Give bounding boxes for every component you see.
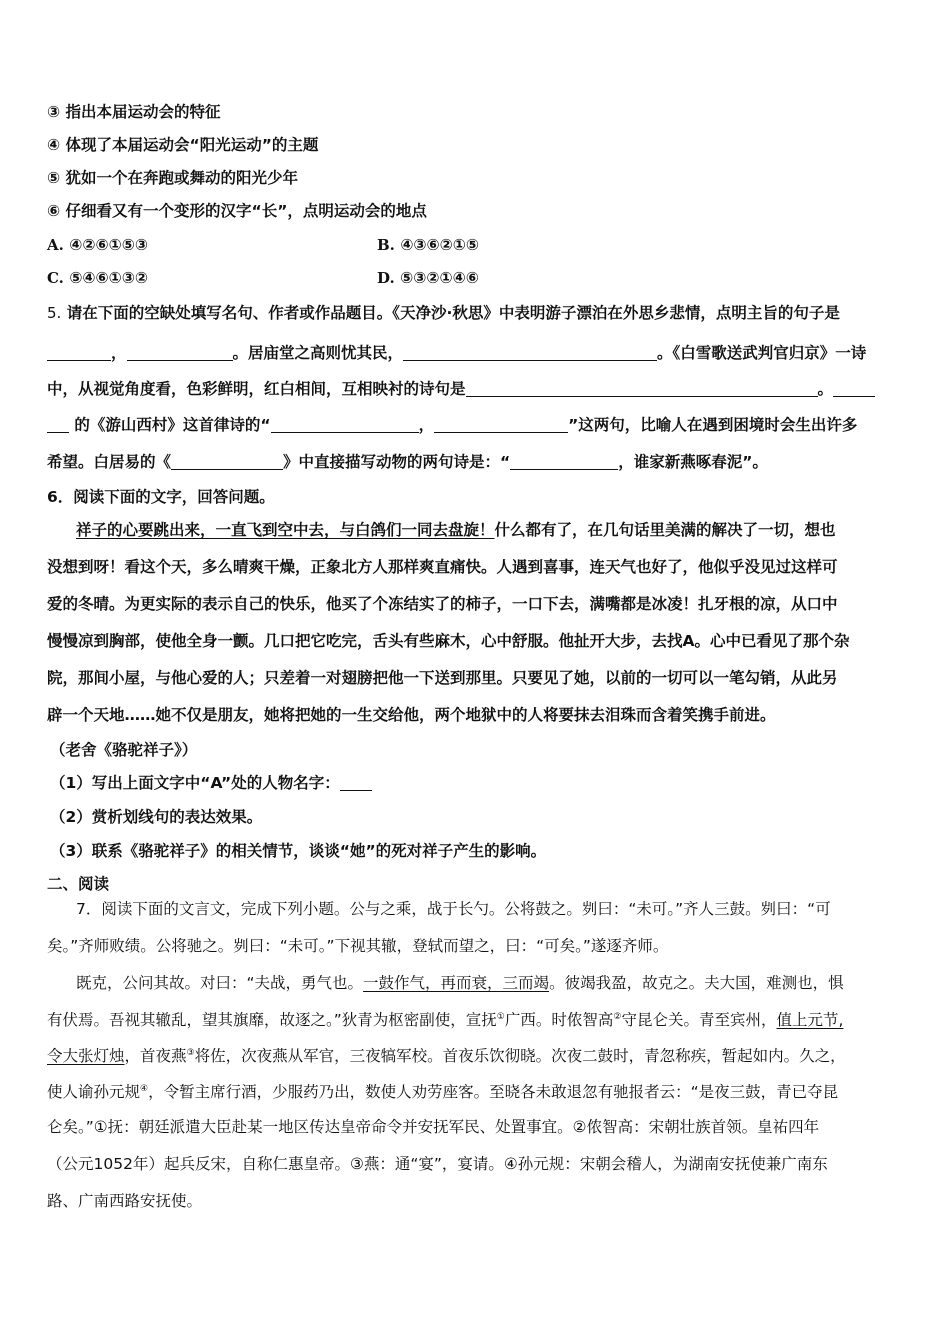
q7-footnote-ref-4: ④ (140, 1084, 149, 1094)
q5-blank-5b[interactable] (47, 416, 69, 433)
q5-line-2 (47, 342, 908, 364)
q6-passage-line-5: 院，那间小屋，与他心爱的人；只差着一对翅膀把他一下送到那里。只要见了她，以前的一切可以一笔勾销，从此另 (47, 669, 838, 687)
q6-source: （老舍《骆驼祥子》） (50, 741, 198, 759)
q5-blank-9[interactable] (510, 453, 618, 470)
q7-footnote-ref-1: ① (496, 1012, 505, 1022)
q4-item-4: ④ 体现了本届运动会“阳光运动”的主题 (47, 136, 319, 154)
q6-passage-text: 什么都有了，在几句话里美满的解决了一切，想也 (494, 521, 836, 539)
q7-line-1: 7．阅读下面的文言文，完成下列小题。公与之乘，战于长勺。公将鼓之。刿曰：“未可。”齐人三鼓。刿曰：“可 (76, 900, 831, 918)
q5-text: 。《白雪歌送武判官归京》一诗 (657, 344, 867, 362)
q7-line-5 (47, 1042, 908, 1067)
q7-underlined-phrase-1: 一鼓作气，再而衰，三而竭 (363, 974, 550, 992)
q5-line-1 (47, 302, 908, 324)
q5-text: ，谁家新燕啄春泥”。 (618, 453, 768, 471)
q5-prompt: 请在下面的空缺处填写名句、作者或作品题目。《天净沙·秋思》中表明游子漂泊在外思乡悲情，点明主旨的句子是 (66, 304, 840, 322)
q4-item-3: ③ 指出本届运动会的特征 (47, 103, 221, 121)
q7-text: 将佐，次夜燕从军官，三夜犒军校。首夜乐饮彻晓。次夜二鼓时，青忽称疾，暂起如内。久之， (194, 1047, 846, 1066)
q4-item-6: ⑥ 仔细看又有一个变形的汉字“长”，点明运动会的地点 (47, 202, 427, 220)
q7-text: 广西。时侬智高 (504, 1011, 614, 1030)
q6-answer-blank[interactable] (340, 774, 372, 791)
q7-text: 既克，公问其故。对曰：“夫战，勇气也。 (76, 974, 364, 992)
q6-passage-line-1 (76, 519, 908, 541)
q5-text: 希望。白居易的《 (47, 453, 172, 471)
q6-sub-question-3: （3）联系《骆驼祥子》的相关情节，谈谈“她”的死对祥子产生的影响。 (50, 842, 547, 860)
section-2-heading: 二、阅读 (47, 875, 110, 893)
q7-line-6 (47, 1078, 908, 1103)
q7-line-8: （公元1052年）起兵反宋，自称仁惠皇帝。③燕：通“宴”，宴请。④孙元规：宋朝会稽人，为湖南安抚使兼广南东 (47, 1155, 828, 1173)
q5-text: ， (418, 416, 435, 434)
q5-text: ， (111, 344, 127, 362)
q4-option-a[interactable] (47, 234, 377, 256)
q7-text: ，首夜燕 (124, 1047, 187, 1066)
q7-line-7: 仑矣。”①抚：朝廷派遣大臣赴某一地区传达皇帝命令并安抚军民、处置事宜。②侬智高：宋朝壮族首领。皇祐四年 (47, 1118, 820, 1136)
q5-blank-5a[interactable] (833, 380, 875, 397)
q4-option-b-value: ④③⑥②①⑤ (400, 236, 480, 254)
q4-option-a-label: A. (47, 236, 64, 254)
q5-blank-8[interactable] (171, 453, 283, 470)
q7-line-4 (47, 1006, 908, 1031)
q6-passage-line-3: 爱的冬晴。为更实际的表示自己的快乐，他买了个冻结实了的柿子，一口下去，满嘴都是冰凌！扎牙根的凉，从口中 (47, 595, 838, 613)
q7-text: 守昆仑关。青至宾州， (621, 1011, 777, 1030)
q5-line-3 (47, 378, 908, 400)
q5-text: 。居庙堂之高则忧其民， (232, 344, 404, 362)
q5-text: ”这两句，比喻人在遇到困境时会生出许多 (568, 416, 858, 434)
q4-option-b-label: B. (377, 236, 395, 254)
q6-passage-line-6: 辟一个天地……她不仅是朋友，她将把她的一生交给他，两个地狱中的人将要抹去泪珠而含着笑携手前进。 (47, 706, 776, 724)
q5-blank-1[interactable] (47, 344, 111, 361)
q5-blank-4[interactable] (466, 380, 818, 397)
q5-blank-3[interactable] (403, 344, 657, 361)
q4-option-d-label: D. (377, 269, 395, 287)
q5-number: 5. (47, 304, 62, 322)
q6-sub-question-1-text: （1）写出上面文字中“A”处的人物名字： (50, 774, 340, 792)
q6-passage-line-4: 慢慢凉到胸部，使他全身一颤。几口把它吃完，舌头有些麻木，心中舒服。他扯开大步，去找A。心中已看见了那个杂 (47, 632, 850, 650)
q7-text: 。彼竭我盈，故克之。夫大国，难测也，惧 (549, 974, 844, 992)
q4-option-d[interactable] (377, 267, 707, 289)
q4-options-row-2 (47, 267, 908, 289)
q5-line-4 (47, 414, 908, 436)
q5-blank-7[interactable] (434, 416, 568, 433)
q4-option-a-value: ④②⑥①⑤③ (69, 236, 149, 254)
q5-text: 。 (817, 380, 834, 398)
q4-option-d-value: ⑤③②①④⑥ (400, 269, 479, 287)
q7-line-2: 矣。”齐师败绩。公将驰之。刿曰：“未可。”下视其辙，登轼而望之，曰：“可矣。”遂逐齐师。 (47, 937, 669, 955)
q7-text: 使人谕孙元规 (47, 1083, 141, 1102)
q4-item-5: ⑤ 犹如一个在奔跑或舞动的阳光少年 (47, 169, 299, 187)
q7-footnote-ref-3: ③ (186, 1048, 195, 1058)
q5-text: 的《游山西村》这首律诗的“ (74, 416, 271, 434)
q7-underlined-phrase-2a: 值上元节, (776, 1011, 844, 1030)
q4-options-row-1 (47, 234, 908, 256)
q7-text: 有伏焉。吾视其辙乱，望其旗靡，故逐之。”狄青为枢密副使，宣抚 (47, 1011, 497, 1030)
q6-sub-question-2: （2）赏析划线句的表达效果。 (50, 808, 263, 826)
q5-text: 中，从视觉角度看，色彩鲜明，红白相间，互相映衬的诗句是 (47, 380, 466, 398)
q7-line-3 (76, 972, 908, 994)
q6-heading: 6．阅读下面的文字，回答问题。 (47, 488, 275, 506)
q4-option-c-value: ⑤④⑥①③② (69, 269, 149, 287)
q4-option-c[interactable] (47, 267, 377, 289)
q7-text: ，令暂主席行酒，少服药乃出，数使人劝劳座客。至晓各未敢退忽有驰报者云：“是夜三鼓，青已夺昆 (148, 1083, 839, 1102)
q6-sub-question-1 (50, 772, 908, 794)
q5-blank-2[interactable] (127, 344, 233, 361)
q7-footnote-ref-2: ② (613, 1012, 622, 1022)
q7-line-9: 路、广南西路安抚使。 (47, 1192, 203, 1210)
q5-blank-6[interactable] (271, 416, 419, 433)
q4-option-b[interactable] (377, 234, 707, 256)
q6-underlined-sentence: 祥子的心要跳出来，一直飞到空中去，与白鸽们一同去盘旋！ (76, 521, 495, 539)
q5-line-5 (47, 451, 908, 473)
q4-option-c-label: C. (47, 269, 64, 287)
q6-passage-line-2: 没想到呀！看这个天，多么晴爽干燥，正象北方人那样爽直痛快。人遇到喜事，连天气也好了，他似乎没见过这样可 (47, 558, 838, 576)
q5-text: 》中直接描写动物的两句诗是：“ (283, 453, 511, 471)
q7-underlined-phrase-2b: 令大张灯烛 (47, 1047, 125, 1066)
